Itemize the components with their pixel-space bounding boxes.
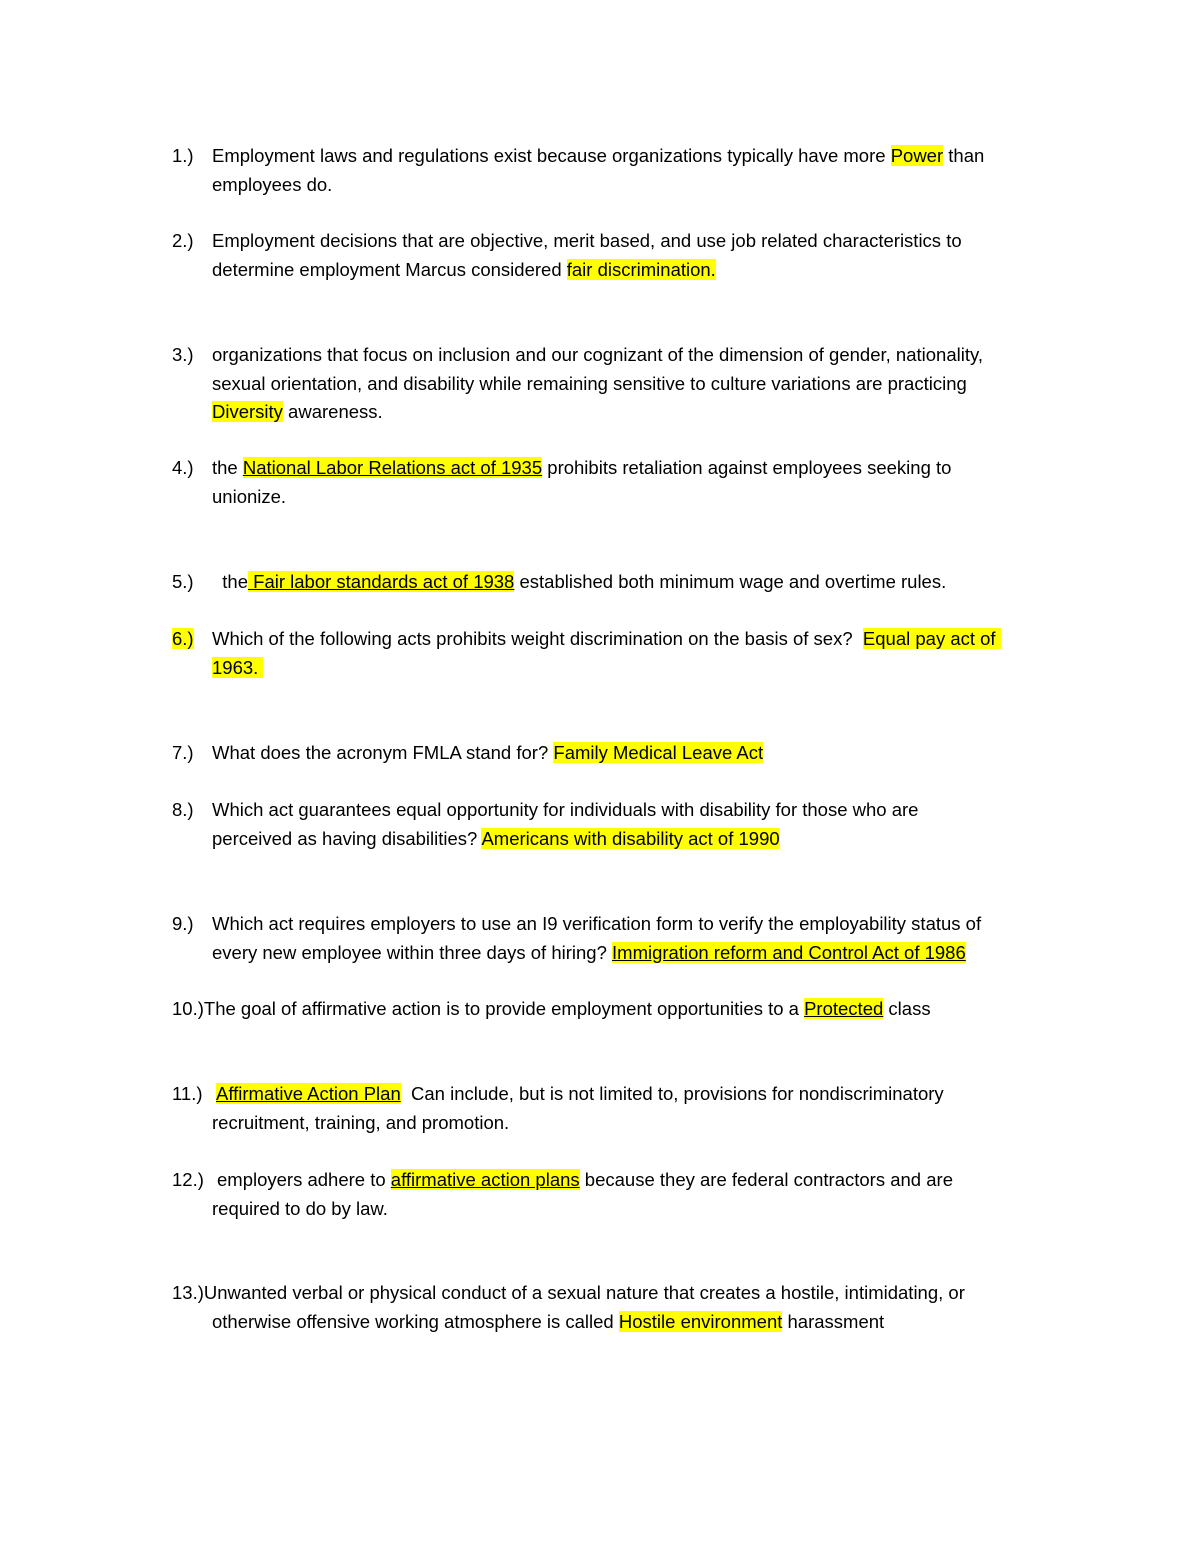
question-number: 10.) xyxy=(172,998,204,1019)
question-text: employers adhere to xyxy=(217,1169,391,1190)
answer-highlight: fair discrimination. xyxy=(566,258,716,280)
answer-highlight: Power xyxy=(890,145,944,166)
question-number: 6.) xyxy=(172,628,194,649)
question-11 xyxy=(172,1080,1072,1137)
answer-highlight: Diversity xyxy=(212,401,283,422)
question-text: otherwise offensive working atmosphere is called xyxy=(212,1310,619,1332)
question-number: 4.) xyxy=(172,457,194,478)
question-number: 11.) xyxy=(172,1083,203,1104)
question-9 xyxy=(172,910,1072,967)
question-text: Employment laws and regulations exist because organizations typically have more xyxy=(212,145,891,166)
question-text: recruitment, training, and promotion. xyxy=(212,1111,510,1133)
question-text: than xyxy=(943,145,985,166)
question-text: unionize. xyxy=(212,485,287,507)
question-number: 2.) xyxy=(172,230,194,251)
question-text: every new employee within three days of hiring? xyxy=(212,941,613,963)
question-number: 8.) xyxy=(172,799,194,820)
answer-highlight: affirmative action plans xyxy=(390,1169,580,1190)
question-text: determine employment Marcus considered xyxy=(212,258,567,280)
question-text: Employment decisions that are objective, merit based, and use job related characteristics to xyxy=(212,230,962,251)
question-text: the xyxy=(212,457,243,478)
answer-highlight: Fair labor standards act of 1938 xyxy=(248,571,515,592)
answer-highlight: Americans with disability act of 1990 xyxy=(481,827,780,849)
question-text: employees do. xyxy=(212,173,333,195)
question-text: harassment xyxy=(782,1310,885,1332)
question-text: established both minimum wage and overtime rules. xyxy=(514,571,947,592)
question-text: required to do by law. xyxy=(212,1197,388,1219)
question-text: sexual orientation, and disability while remaining sensitive to culture variations are practicing xyxy=(212,372,967,394)
question-text: Which act guarantees equal opportunity for individuals with disability for those who are xyxy=(212,799,919,820)
answer-highlight: Family Medical Leave Act xyxy=(553,742,764,763)
answer-highlight: Affirmative Action Plan xyxy=(216,1083,401,1104)
question-4 xyxy=(172,454,1072,511)
question-10 xyxy=(172,995,1072,1024)
question-12 xyxy=(172,1166,1072,1223)
answer-highlight: Hostile environment xyxy=(618,1310,783,1332)
answer-highlight: Immigration reform and Control Act of 1986 xyxy=(612,941,966,963)
answer-highlight: 1963. xyxy=(212,656,264,678)
question-5 xyxy=(172,568,1072,597)
answer-highlight: Equal pay act of xyxy=(862,628,1001,649)
question-text: awareness. xyxy=(282,401,383,422)
question-text: prohibits retaliation against employees seeking to xyxy=(542,457,952,478)
question-text: The goal of affirmative action is to provide employment opportunities to a xyxy=(203,998,805,1019)
question-2 xyxy=(172,227,1072,284)
question-text: What does the acronym FMLA stand for? xyxy=(212,742,554,763)
question-text: Which act requires employers to use an I9 verification form to verify the employability status of xyxy=(212,913,982,934)
question-text: Unwanted verbal or physical conduct of a sexual nature that creates a hostile, intimidating, or xyxy=(203,1282,965,1303)
question-text: the xyxy=(212,571,248,592)
answer-highlight: National Labor Relations act of 1935 xyxy=(242,457,543,478)
question-number: 3.) xyxy=(172,344,194,365)
question-number: 12.) xyxy=(172,1169,204,1190)
question-8 xyxy=(172,796,1072,853)
question-13 xyxy=(172,1279,1072,1336)
question-number: 7.) xyxy=(172,742,194,763)
question-number: 9.) xyxy=(172,913,194,934)
question-number: 13.) xyxy=(172,1282,204,1303)
question-1 xyxy=(172,142,1072,199)
question-text: Can include, but is not limited to, provisions for nondiscriminatory xyxy=(400,1083,944,1104)
question-text: Which of the following acts prohibits weight discrimination on the basis of sex? xyxy=(212,628,863,649)
question-6 xyxy=(172,625,1072,682)
question-text: organizations that focus on inclusion and our cognizant of the dimension of gender, nationality, xyxy=(212,344,983,365)
question-text: perceived as having disabilities? xyxy=(212,827,482,849)
question-text: because they are federal contractors and are xyxy=(579,1169,953,1190)
question-3 xyxy=(172,341,1072,427)
question-text: class xyxy=(883,998,931,1019)
question-7 xyxy=(172,739,1072,768)
question-number: 1.) xyxy=(172,145,194,166)
answer-highlight: Protected xyxy=(804,998,884,1019)
question-number: 5.) xyxy=(172,571,194,592)
